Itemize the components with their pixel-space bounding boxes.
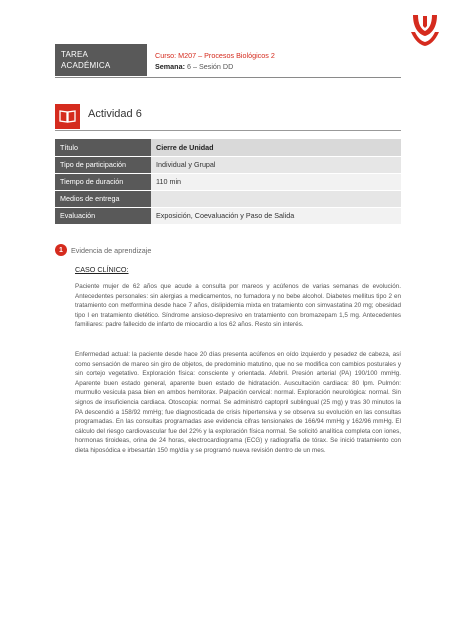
activity-title: Actividad 6 [88, 108, 142, 120]
evidence-number-badge: 1 [55, 244, 67, 256]
week-row [155, 61, 275, 72]
table-key: Tiempo de duración [55, 173, 151, 190]
course-value: M207 – Procesos Biológicos 2 [176, 51, 275, 60]
table-row [55, 190, 401, 207]
activity-info-table [55, 139, 401, 225]
week-label: Semana: [155, 62, 185, 71]
table-value: Individual y Grupal [151, 156, 401, 173]
table-row [55, 139, 401, 156]
evidence-heading [55, 244, 151, 256]
table-value: Cierre de Unidad [151, 139, 401, 156]
table-row [55, 156, 401, 173]
table-key: Evaluación [55, 207, 151, 224]
table-row [55, 173, 401, 190]
table-row [55, 207, 401, 224]
university-logo-icon [408, 12, 442, 48]
case-paragraph-antecedents: Paciente mujer de 62 años que acude a consulta por mareos y acúfenos de varias semanas de evolución. Antecedentes personales: sin alergias a medicamentos, no fumadora y no bebe alcohol. Diabetes mellitus tipo 2 en tratamiento con metformina desde hace 7 años, dislipidemia mixta en tratamiento con simvastatina 20 mg; obesidad tipo I en tratamiento dietético. Síndrome ansioso-depresivo en tratamiento con bromazepam 1,5 mg. Antecedentes familiares: padre fallecido de infarto de miocardio a los 62 años. Resto sin interés. [75, 283, 401, 329]
course-row [155, 50, 275, 61]
table-key: Medios de entrega [55, 190, 151, 207]
evidence-label: Evidencia de aprendizaje [71, 245, 152, 255]
activity-divider [55, 130, 401, 131]
case-paragraph-current-illness: Enfermedad actual: la paciente desde hace 20 días presenta acúfenos en oído izquierdo y pesadez de cabeza, así como sensación de mareo sin giro de objetos, de predominio matutino, que no se modifica con cambios posturales y sin cortejo vegetativo. Exploración física: consciente y orientada. Afebril. Presión arterial (PA) 190/100 mmHg. Aparente buen estado general, aparente buen estado de hidratación. Auscultación cardiaca: 80 lpm. Pulmón: murmullo vesicula pasa bien en ambos hemitorax. Palpación cervical: normal. Exploración neurológica: normal. Sin signos de insuficiencia cardiaca. Otoscopia: normal. Se administró captopril sublingual (25 mg) y tras 30 minutos la PA descendió a 158/92 mmHg; fue diagnosticada de crisis hipertensiva y se observa su evolución en las consultas programadas. En las consultas programadas ase evidencia cifras tensionales de 166/94 mmHg y 162/96 mmHg. El cálculo del riesgo cardiovascular fue del 22% y la exploración física normal. Se solicitó analítica completa con iones, hormonas tiroideas, orina de 24 horas, electrocardiograma (ECG) y radiografía de tórax. Se inició tratamiento con dieta hiposódica e irbesartán 150 mg/día y se programó nueva revisión dentro de un mes. [75, 351, 401, 454]
course-info [155, 50, 275, 72]
task-type-line1: TAREA [61, 50, 89, 59]
task-type-box [55, 44, 147, 76]
task-type-line2: ACADÉMICA [61, 61, 111, 70]
table-value: 110 min [151, 173, 401, 190]
table-key: Título [55, 139, 151, 156]
case-title: CASO CLÍNICO: [75, 265, 129, 274]
course-label: Curso: [155, 51, 177, 60]
table-value: Exposición, Coevaluación y Paso de Salida [151, 207, 401, 224]
table-key: Tipo de participación [55, 156, 151, 173]
week-value: 6 – Sesión DD [184, 62, 234, 71]
book-icon [55, 104, 80, 129]
table-value [151, 190, 401, 207]
header-divider [55, 77, 401, 78]
